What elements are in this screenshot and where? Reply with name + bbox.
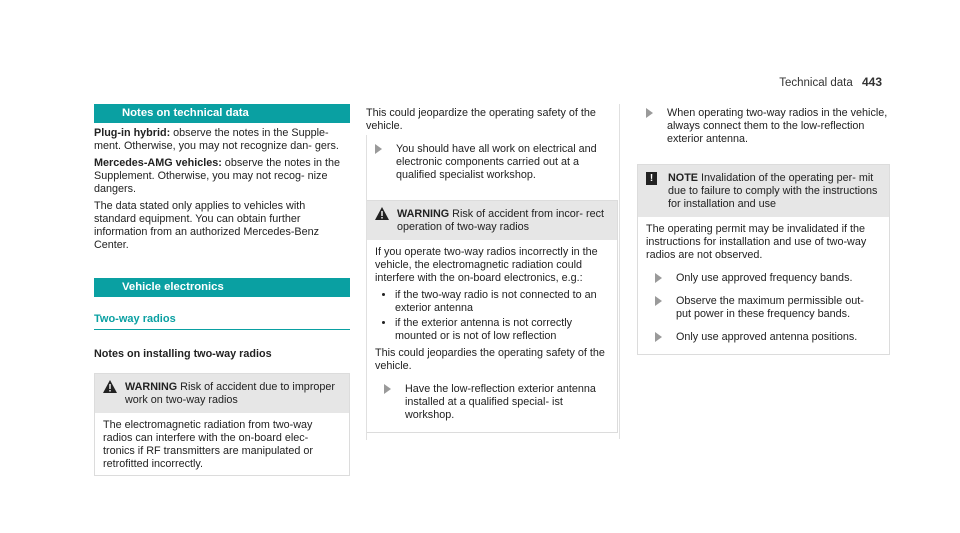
warning-head-text: Risk of accident from incor- rect operation of two-way radios [397, 208, 604, 233]
warning-label: WARNING [397, 208, 450, 220]
warning-box-1 [94, 373, 350, 476]
step-arrow-icon [375, 144, 382, 154]
intro-paragraph: This could jeopardize the operating safety of the vehicle. [366, 107, 596, 132]
step-arrow-icon [384, 384, 391, 394]
column-2 [366, 107, 618, 433]
step-text: Have the low-reflection exterior antenna installed at a qualified special- ist workshop. [405, 383, 596, 421]
after-paragraph: This could jeopardies the operating safety of the vehicle. [375, 347, 605, 372]
step-arrow-icon [655, 273, 662, 283]
note-head-text: Invalidation of the operating per- mit due to failure to comply with the instructions for installation and use [668, 172, 878, 210]
step-item [646, 331, 881, 344]
note-label: NOTE [668, 172, 698, 184]
warning-head-text: Risk of accident due to improper work on two-way radios [125, 381, 336, 406]
step-arrow-icon [655, 332, 662, 342]
heading-installing-radios: Notes on installing two-way radios [94, 348, 272, 360]
warning-body-text: If you operate two-way radios incorrectly in the vehicle, the electromagnetic radiation could interfere with the on-board electronics, e.g.: [375, 246, 598, 284]
warning-head [95, 374, 349, 413]
warning-head [367, 201, 617, 240]
step-text: Only use approved frequency bands. [676, 272, 853, 284]
warning-body [367, 240, 617, 432]
step-item [646, 272, 881, 285]
step-text: When operating two-way radios in the vehicle, always connect them to the low-reflection exterior antenna. [667, 107, 888, 145]
warning-triangle-icon [375, 207, 389, 224]
step-text: Observe the maximum permissible out- put power in these frequency bands. [676, 295, 864, 320]
step-item [366, 143, 618, 182]
step-item [637, 107, 890, 146]
note-head [638, 165, 889, 217]
page-number: 443 [861, 75, 882, 89]
warning-triangle-icon [103, 380, 117, 397]
warning-body: The electromagnetic radiation from two-way radios can interfere with the on-board elec- tronics if RF transmitters are manipulated or retrofitted incorrectly. [103, 419, 314, 470]
column-1 [94, 104, 350, 476]
column-3 [637, 107, 890, 355]
step-item [646, 295, 881, 321]
amg-text: observe the notes in the Supplement. Otherwise, you may not recog- nize dangers. [94, 157, 341, 195]
section-title-technical-data: Notes on technical data [94, 104, 350, 123]
subsection-two-way-radios: Two-way radios [94, 313, 350, 330]
column-rule [366, 135, 367, 440]
warning-label: WARNING [125, 381, 178, 393]
amg-paragraph [94, 157, 350, 196]
list-item: • if the two-way radio is not connected to an exterior antenna [395, 289, 609, 315]
section-name: Technical data [779, 77, 853, 89]
hybrid-paragraph [94, 127, 350, 153]
column-rule [619, 104, 620, 439]
step-arrow-icon [655, 296, 662, 306]
bullet-list [375, 289, 609, 343]
hybrid-label: Plug-in hybrid: [94, 127, 171, 139]
warning-box-2 [366, 200, 618, 433]
data-paragraph: The data stated only applies to vehicles with standard equipment. You can obtain further information from an authorized Mercedes-Benz Center. [94, 200, 320, 251]
note-exclamation-icon: ! [646, 172, 657, 185]
step-text: You should have all work on electrical and electronic components carried out at a qualified specialist workshop. [396, 143, 597, 181]
step-text: Only use approved antenna positions. [676, 331, 858, 343]
section-title-vehicle-electronics: Vehicle electronics [94, 278, 350, 297]
amg-label: Mercedes-AMG vehicles: [94, 157, 222, 169]
page-header [779, 75, 882, 89]
step-item [375, 383, 609, 422]
list-item: • if the exterior antenna is not correctly mounted or is not of low reflection [395, 317, 609, 343]
note-body [638, 217, 889, 354]
note-body-text: The operating permit may be invalidated if the instructions for installation and use of two-way radios are not observed. [646, 223, 867, 261]
hybrid-text: observe the notes in the Supple- ment. Otherwise, you may not recognize dan- gers. [94, 127, 339, 152]
note-box [637, 164, 890, 355]
step-arrow-icon [646, 108, 653, 118]
